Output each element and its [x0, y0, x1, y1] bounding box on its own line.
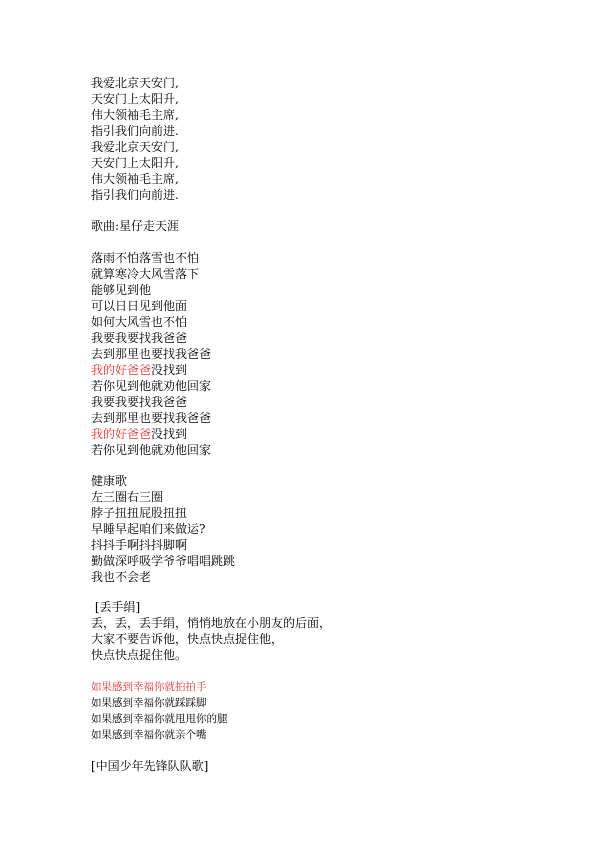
health-line-2: 脖子扭扭屁股扭扭	[91, 506, 188, 520]
happy-line-red: 如果感到幸福你就拍拍手	[91, 681, 207, 693]
song2-line-8	[91, 363, 187, 377]
song2-line-11: 去到那里也要找我爸爸	[91, 411, 212, 425]
song2-line-12-rest: 没找到	[151, 427, 188, 441]
pioneer-title: [中国少年先锋队队歌]	[91, 759, 209, 773]
song2-line-5: 如何大风雪也不怕	[91, 315, 188, 329]
handkerchief-title: [丢手绢]	[91, 600, 141, 614]
song2-line-10: 我要我要找我爸爸	[91, 395, 188, 409]
song2-line-4: 可以日日见到他面	[91, 299, 188, 313]
song2-line-7: 去到那里也要找我爸爸	[91, 347, 212, 361]
happy-line-3: 如果感到幸福你就亲个嘴	[91, 729, 207, 741]
handkerchief-line-1: 丢，丢，丢手绢，悄悄地放在小朋友的后面，	[91, 616, 332, 630]
happy-line-2: 如果感到幸福你就甩甩你的腿	[91, 713, 228, 725]
song2-line-12	[91, 427, 187, 441]
song2-line-3: 能够见到他	[91, 283, 152, 297]
song2-line-1: 落雨不怕落雪也不怕	[91, 251, 200, 265]
highlighted-text: 我的好爸爸	[91, 363, 152, 377]
beijing-line-1: 我爱北京天安门,	[91, 76, 179, 90]
health-line-5: 勤做深呼吸学爷爷唱唱跳跳	[91, 554, 236, 568]
song2-line-9: 若你见到他就劝他回家	[91, 379, 212, 393]
handkerchief-line-2: 大家不要告诉他，快点快点捉住他，	[91, 632, 284, 646]
health-line-4: 抖抖手啊抖抖脚啊	[91, 538, 188, 552]
beijing-line-2: 天安门上太阳升,	[91, 92, 179, 106]
song2-line-2: 就算寒冷大风雪落下	[91, 267, 200, 281]
health-line-6: 我也不会老	[91, 570, 152, 584]
beijing-line-3: 伟大领袖毛主席,	[91, 108, 179, 122]
song2-title: 歌曲:星仔走天涯	[91, 219, 180, 233]
highlighted-text: 我的好爸爸	[91, 427, 152, 441]
health-line-3: 早睡早起咱们来做运?	[91, 522, 206, 536]
song2-line-13: 若你见到他就劝他回家	[91, 443, 212, 457]
beijing-line-4: 指引我们向前进.	[91, 124, 179, 138]
health-title: 健康歌	[91, 474, 128, 488]
song2-line-8-rest: 没找到	[151, 363, 188, 377]
beijing-line-8: 指引我们向前进.	[91, 188, 179, 202]
beijing-line-6: 天安门上太阳升,	[91, 156, 179, 170]
song2-line-6: 我要我要找我爸爸	[91, 331, 188, 345]
health-line-1: 左三圈右三圈	[91, 490, 164, 504]
beijing-line-7: 伟大领袖毛主席,	[91, 172, 179, 186]
handkerchief-line-3: 快点快点捉住他。	[91, 648, 188, 662]
beijing-line-5: 我爱北京天安门,	[91, 140, 179, 154]
happy-line-1: 如果感到幸福你就踩踩脚	[91, 697, 207, 709]
